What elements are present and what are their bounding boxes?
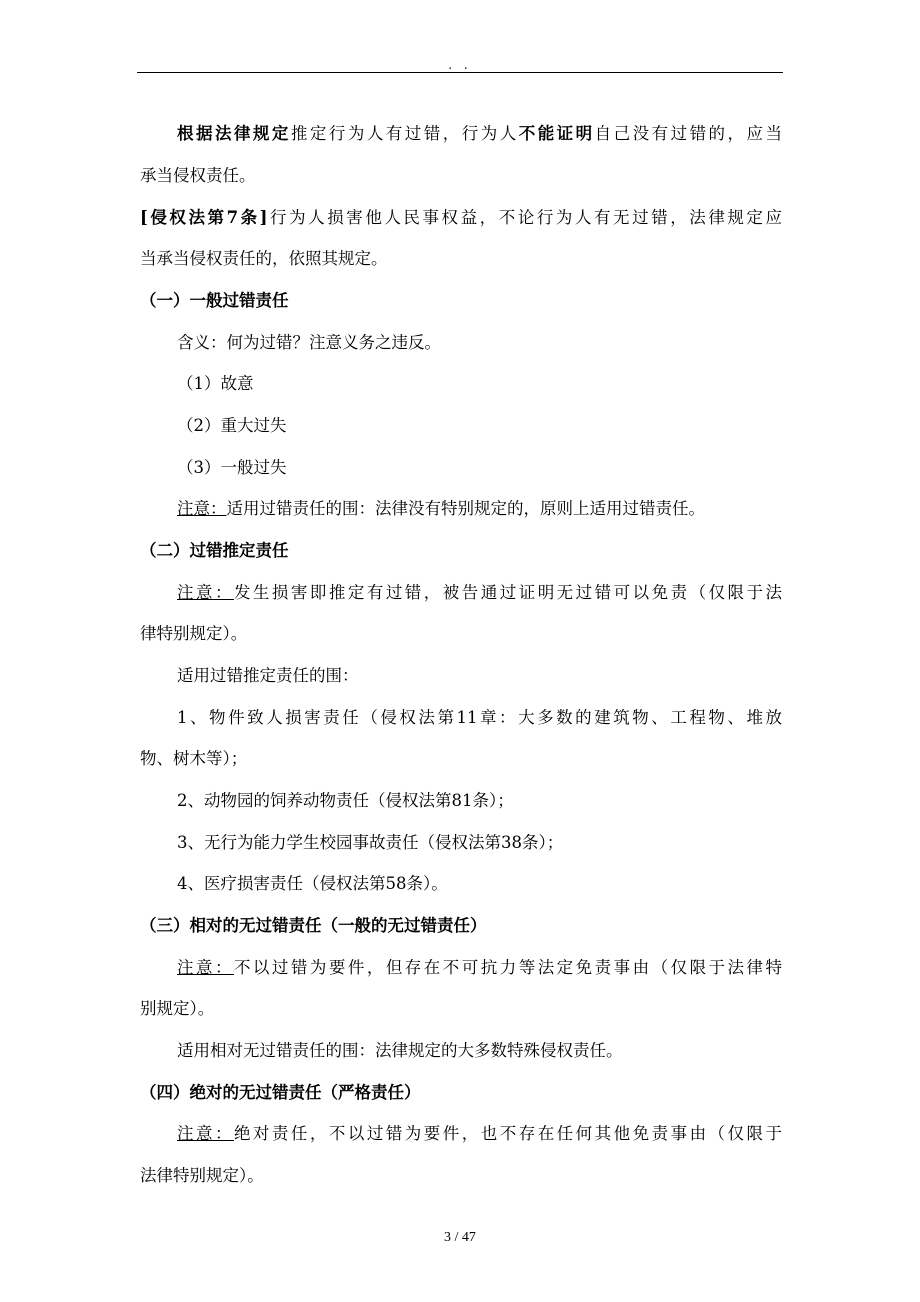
- paragraph-text: 推定行为人有过错，行为人: [290, 124, 519, 143]
- note-label: 注意：: [177, 1124, 234, 1143]
- section-2-item-3: 3、无行为能力学生校园事故责任（侵权法第38条）；: [177, 833, 564, 852]
- section-2-note: [177, 581, 782, 605]
- note-text: 发生损害即推定有过错，被告通过证明无过错可以免责（仅限于法: [233, 583, 783, 602]
- paragraph-1-line-1: [177, 122, 782, 146]
- section-1-item-2: （2）重大过失: [177, 416, 287, 435]
- section-1-meaning: 含义：何为过错？注意义务之违反。: [177, 333, 441, 352]
- paragraph-text: 自己没有过错的，应当: [594, 124, 783, 143]
- header-dots: . .: [448, 58, 472, 72]
- section-3-scope: 适用相对无过错责任的围：法律规定的大多数特殊侵权责任。: [177, 1041, 623, 1060]
- note-text: 绝对责任，不以过错为要件，也不存在任何其他免责事由（仅限于: [233, 1124, 783, 1143]
- section-1-item-1: （1）故意: [177, 374, 254, 393]
- section-2-heading: （二）过错推定责任: [140, 541, 289, 560]
- section-3-note: [177, 956, 782, 980]
- section-2-item-1: 1、物件致人损害责任（侵权法第11章：大多数的建筑物、工程物、堆放: [177, 708, 782, 727]
- paragraph-2-line-1: [140, 206, 782, 230]
- section-1-item-3: （3）一般过失: [177, 458, 287, 477]
- section-3-heading: （三）相对的无过错责任（一般的无过错责任）: [140, 916, 487, 935]
- paragraph-1-line-2: 承当侵权责任。: [140, 166, 256, 185]
- header-rule: [137, 72, 783, 73]
- paragraph-2-line-2: 当承当侵权责任的，依照其规定。: [140, 249, 388, 268]
- paragraph-text: 行为人损害他人民事权益，不论行为人有无过错，法律规定应: [267, 208, 782, 227]
- section-2-scope: 适用过错推定责任的围：: [177, 666, 359, 685]
- section-3-note-line-2: 别规定）。: [140, 999, 215, 1018]
- section-4-heading: （四）绝对的无过错责任（严格责任）: [140, 1083, 421, 1102]
- page-number: 3 / 47: [444, 1230, 476, 1245]
- section-1-note: [177, 497, 705, 521]
- note-text: 适用过错责任的围：法律没有特别规定的，原则上适用过错责任。: [226, 499, 705, 518]
- section-1-heading: （一）一般过错责任: [140, 291, 289, 310]
- note-label: 注意：: [177, 958, 234, 977]
- section-2-item-4: 4、医疗损害责任（侵权法第58条）。: [177, 874, 448, 893]
- section-2-item-1-line-2: 物、树木等）；: [140, 749, 248, 768]
- law-citation: [侵权法第7条]: [140, 208, 268, 227]
- section-4-note: [177, 1122, 782, 1146]
- section-2-item-2: 2、动物园的饲养动物责任（侵权法第81条）；: [177, 791, 514, 810]
- bold-text: 不能证明: [518, 124, 595, 143]
- note-label: 注意：: [177, 499, 227, 518]
- note-text: 不以过错为要件，但存在不可抗力等法定免责事由（仅限于法律特: [233, 958, 783, 977]
- section-4-note-line-2: 法律特别规定）。: [140, 1166, 264, 1185]
- bold-text: 根据法律规定: [177, 124, 291, 143]
- note-label: 注意：: [177, 583, 234, 602]
- section-2-note-line-2: 律特别规定）。: [140, 624, 248, 643]
